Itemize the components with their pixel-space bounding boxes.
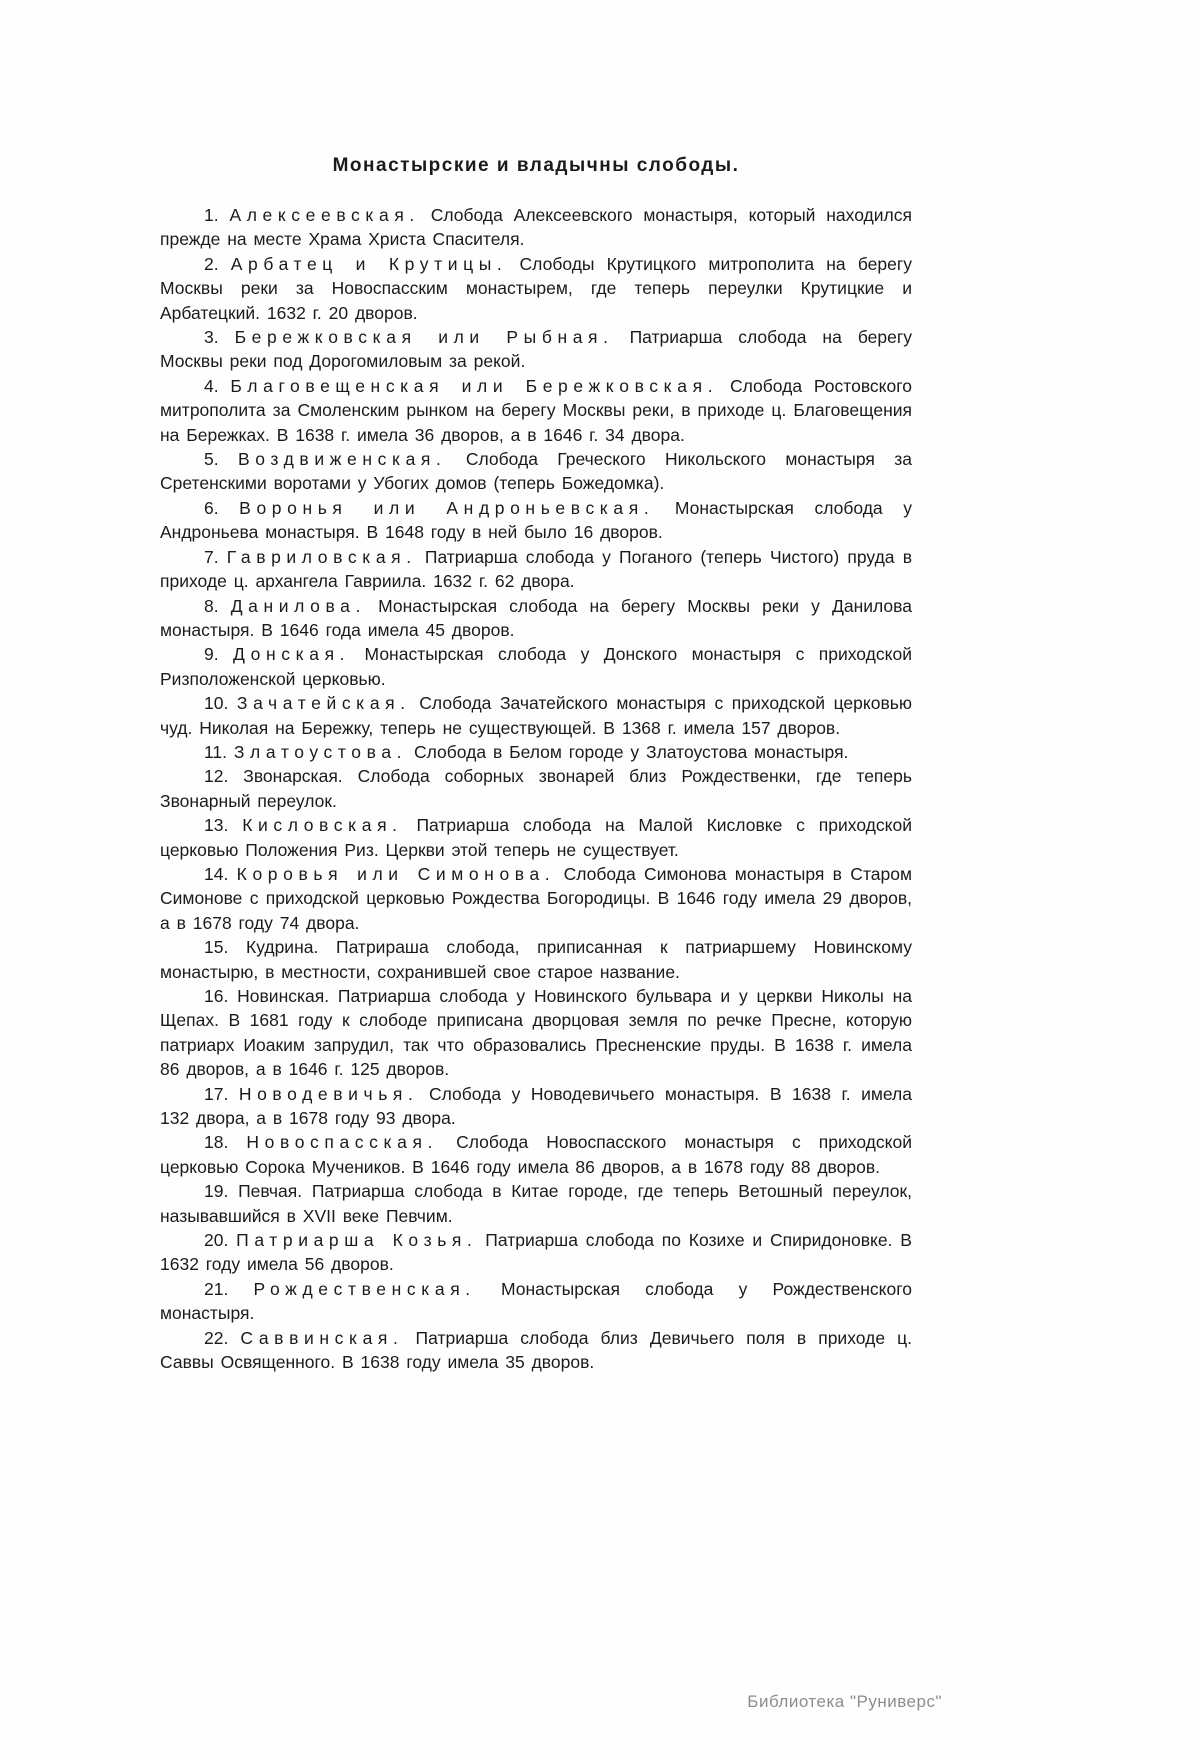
entry-name: Новоспасская. [246, 1132, 438, 1153]
entry-text: Патриарша слобода у Поганого (теперь Чистого) пруда в приходе ц. архангела Гавриила. 1632 г. 62 двора. [160, 546, 912, 592]
entry-number: 8. [204, 595, 231, 616]
entry-name: Бережковская или Рыбная. [234, 327, 614, 348]
entry-name: Кисловская. [242, 815, 403, 836]
entry-number: 17. [204, 1083, 239, 1104]
entry-number: 14. [204, 863, 237, 884]
entry-number: 10. [204, 693, 237, 714]
entry-13 [160, 813, 912, 862]
entry-text: Слобода Греческого Никольского монастыря за Сретенскими воротами у Убогих домов (теперь Божедомка). [160, 449, 912, 494]
entry-text: Патрираша слобода, приписанная к патриаршему Новинскому монастырю, в местности, сохранившей свое старое название. [160, 937, 912, 982]
entry-number: 18. [204, 1132, 247, 1153]
entry-17 [160, 1082, 912, 1131]
entry-number: 7. [204, 546, 227, 567]
entry-text: Слобода в Белом городе у Златоустова монастыря. [407, 741, 849, 762]
entry-16 [160, 984, 912, 1082]
entry-18 [160, 1130, 912, 1179]
entry-3 [160, 325, 912, 374]
entry-name: Благовещенская или Бережковская. [230, 375, 719, 396]
entry-number: 16. [204, 986, 238, 1006]
entry-number: 21. [204, 1278, 254, 1299]
entry-15 [160, 935, 912, 984]
entry-number: 22. [204, 1327, 241, 1348]
entry-text: Слобода Алексеевского монастыря, который находился прежде на месте Храма Христа Спасителя. [160, 205, 912, 250]
entry-11 [160, 740, 912, 764]
entry-name: Новодевичья. [238, 1083, 419, 1104]
entry-name: Донская. [233, 644, 351, 665]
entry-5 [160, 447, 912, 496]
entry-name: Коровья или Симонова. [236, 863, 556, 884]
entry-number: 11. [204, 741, 234, 762]
entry-name: Кудрина. [246, 937, 319, 958]
entry-number: 5. [204, 449, 238, 470]
entry-text: Монастырская слобода у Андроньева монастыря. В 1648 году в ней было 16 дворов. [160, 497, 912, 543]
entry-text: Патриарша слобода по Козихе и Спиридоновке. В 1632 году имела 56 дворов. [160, 1230, 912, 1275]
entry-name: Патриарша Козья. [236, 1230, 478, 1251]
entry-number: 19. [204, 1181, 239, 1202]
entry-text: Слобода соборных звонарей близ Рождественки, где теперь Звонарный переулок. [160, 766, 912, 811]
entry-text: Слобода Зачатейского монастыря с приходской церковью чуд. Николая на Бережку, теперь не существующей. В 1368 г. имела 157 дворов. [160, 693, 912, 738]
entry-text: Патриарша слобода на берегу Москвы реки под Дорогомиловым за рекой. [160, 327, 912, 372]
entry-name: Звонарская. [243, 766, 343, 787]
entry-text: Патриарша слобода на Малой Кисловке с приходской церковью Положения Риз. Церкви этой теперь не существует. [160, 815, 912, 860]
text-column [160, 155, 912, 1375]
entry-21 [160, 1277, 912, 1326]
entry-number: 2. [204, 253, 231, 274]
entry-name: Саввинская. [240, 1327, 404, 1348]
entry-text: Монастырская слобода у Донского монастыря с приходской Ризположенской церковью. [160, 644, 912, 689]
entry-text: Слобода Ростовского митрополита за Смоленским рынком на берегу Москвы реки, в приходе ц. Благовещения на Бережках. В 1638 г. имела 36 дворов, а в 1646 г. 34 двора. [160, 375, 912, 445]
entry-8 [160, 594, 912, 643]
entry-12 [160, 764, 912, 813]
entry-number: 6. [204, 497, 240, 518]
entry-19 [160, 1179, 912, 1228]
entry-number: 12. [204, 766, 244, 787]
entry-9 [160, 642, 912, 691]
entry-number: 20. [204, 1230, 237, 1251]
entry-text: Монастырская слобода на берегу Москвы реки у Данилова монастыря. В 1646 года имела 45 дворов. [160, 595, 912, 640]
entry-name: Златоустова. [233, 741, 408, 762]
entry-number: 15. [204, 937, 246, 958]
entry-name: Рождественская. [253, 1278, 476, 1299]
entry-name: Зачатейская. [236, 693, 411, 714]
library-watermark: Библиотека "Руниверс" [747, 1692, 942, 1711]
entry-name: Гавриловская. [226, 546, 417, 567]
entry-name: Певчая. [238, 1181, 303, 1202]
entry-text: Слобода Новоспасского монастыря с приходской церковью Сорока Мучеников. В 1646 году имела 86 дворов, а в 1678 году 88 дворов. [160, 1132, 912, 1177]
entry-name: Воздвиженская. [237, 449, 447, 470]
entry-2 [160, 252, 912, 325]
page-title: Монастырские и владычны слободы. [332, 155, 740, 176]
entry-text: Монастырская слобода у Рождественского монастыря. [160, 1278, 912, 1324]
entry-10 [160, 691, 912, 740]
entry-1 [160, 203, 912, 252]
entry-20 [160, 1228, 912, 1277]
entry-14 [160, 862, 912, 935]
entry-name: Новинская. [237, 986, 330, 1006]
entry-text: Патриарша слобода в Китае городе, где теперь Ветошный переулок, называвшийся в XVII веке Певчим. [160, 1181, 912, 1226]
entry-text: Патриарша слобода близ Девичьего поля в приходе ц. Саввы Освященного. В 1638 году имела 35 дворов. [160, 1327, 912, 1373]
entry-name: Данилова. [230, 595, 366, 616]
entry-7 [160, 545, 912, 594]
entry-text: Слобода у Новодевичьего монастыря. В 1638 г. имела 132 двора, а в 1678 году 93 двора. [160, 1083, 912, 1129]
entry-number: 13. [204, 815, 243, 836]
entry-6 [160, 496, 912, 545]
entry-text: Слобода Симонова монастыря в Старом Симонове с приходской церковью Рождества Богородицы. В 1646 году имела 29 дворов, а в 1678 году 74 двора. [160, 863, 912, 933]
entry-number: 1. [204, 205, 230, 225]
entry-number: 3. [204, 327, 235, 348]
entry-text: Слободы Крутицкого митрополита на берегу Москвы реки за Новоспасским монастырем, где теперь переулки Крутицкие и Арбатецкий. 1632 г. 20 дворов. [160, 253, 912, 323]
entry-text: Патриарша слобода у Новинского бульвара и у церкви Николы на Щепах. В 1681 году к слободе приписана дворцовая земля по речке Пресне, которую патриарх Иоаким запрудил, так что образовались Пресненские пруды. В 1638 г. имела 86 дворов, а в 1646 г. 125 дворов. [160, 986, 912, 1080]
entry-22 [160, 1326, 912, 1375]
entries-list [160, 203, 912, 1375]
entry-number: 9. [204, 644, 234, 665]
entry-4 [160, 374, 912, 447]
entry-name: Воронья или Андроньевская. [239, 497, 655, 518]
entry-name: Арбатец и Крутицы. [230, 253, 508, 274]
entry-number: 4. [204, 375, 231, 396]
entry-name: Алексеевская. [229, 205, 420, 225]
